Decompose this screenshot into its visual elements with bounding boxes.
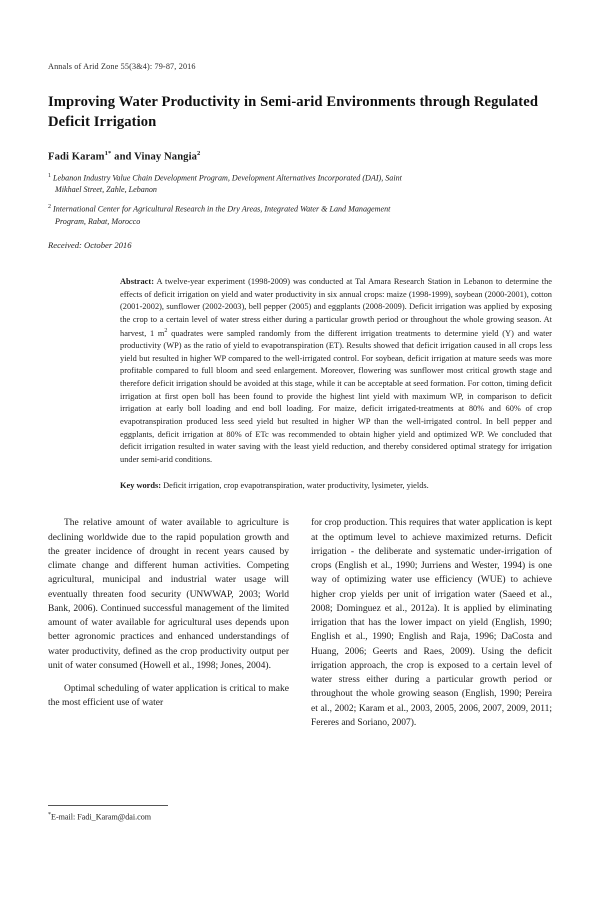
affiliation-2 bbox=[48, 203, 552, 228]
received-date: Received: October 2016 bbox=[48, 239, 132, 250]
footnote-divider bbox=[48, 805, 168, 806]
right-column bbox=[311, 516, 552, 739]
affiliation-2-line2: Program, Rabat, Morocco bbox=[55, 216, 141, 226]
page-title: Improving Water Productivity in Semi-arid Environments through Regulated Deficit Irrigation bbox=[48, 94, 539, 130]
abstract-body-1: A twelve-year experiment (1998-2009) was conducted at Tal Amara Research Station in Lebanon to determine the effects of deficit irrigation on yield and water productivity in six annual crops: maize (1998-1999), soybean (2000-2001), cotton (2001-2002), sunflower (2002-2003), bell pepper (2005) and eggplants (2008-2009). Deficit irrigation was applied by exposing the crop to a certain level of water stress either during a particular growth period or throughout the whole growing season. At harvest, 1 m bbox=[120, 276, 552, 338]
abstract-body-2: quadrates were sampled randomly from the different irrigation treatments to determine yield (Y) and water productivity (WP) as the ratio of yield to evapotranspiration (ET). Results showed that deficit irrigation caused in all crops less yield but resulted in higher WP compared to the well-irrigated control. For soybean, deficit irrigation at mature seeds was more profitable compared to full bloom and seed enlargement. Moreover, flowering was sunflower most critical growth stage and therefore deficit irrigation should be avoided at this stage, while it can be acceptable at seed formation. For cotton, timing deficit irrigation at first open boll has been found to provide the highest lint yield with maximum WP, in comparison to deficit irrigation at early boll loading and end boll loading. For maize, deficit irrigated-treatments at 80% and 60% of crop evapotranspiration produced less seed yield but resulted in higher WP than the well-irrigated control. In bell pepper and eggplants, deficit irrigation at 80% of ETc was recommended to obtain higher yield and optimized WP. We concluded that deficit irrigation resulted in water saving with the least yield reduction, and thereby considered optimal strategy for irrigation under semi-arid conditions. bbox=[120, 328, 553, 465]
abstract-superscript: 2 bbox=[164, 327, 168, 334]
author-one: Fadi Karam bbox=[48, 151, 105, 163]
affiliation-1-marker: 1 bbox=[48, 172, 51, 179]
footnote-email bbox=[48, 812, 328, 822]
affiliation-1 bbox=[48, 172, 552, 197]
author-two-affil-marker: 2 bbox=[197, 150, 201, 158]
journal-reference: Annals of Arid Zone 55(3&4): 79-87, 2016 bbox=[48, 62, 196, 71]
affiliation-1-line2: Mikhael Street, Zahle, Lebanon bbox=[55, 185, 157, 195]
body-columns bbox=[48, 516, 552, 739]
author-conjunction: and Vinay Nangia bbox=[111, 151, 198, 163]
footnote-text: E-mail: Fadi_Karam@dai.com bbox=[51, 813, 152, 822]
paragraph-intro-3: for crop production. This requires that water application is kept at the optimum level to achieve maximized returns. Deficit irrigation - the deliberate and systematic under-irrigation of crops (English et al., 1990; Jurriens and Wester, 1994) is one way of optimizing water use efficiency (WUE) to achieve higher crop yields per unit of irrigation water (Saeed et al., 2008; Dominguez et al., 2012a). It is applied by eliminating irrigation that has the lower impact on yield (English, 1990; English et al., 1990; English and Raja, 1996; DaCosta and Huang, 2006; Geerts and Raes, 2009). Using the deficit irrigation approach, the crop is exposed to a certain level of water stress either during a particular growth period or throughout the whole growing season (English, 1990; Pereira et al., 2002; Karam et al., 2003, 2005, 2006, 2007, 2009, 2011; Fereres and Soriano, 2007). bbox=[311, 518, 552, 728]
abstract-label: Abstract: bbox=[120, 276, 155, 286]
footnote-marker: * bbox=[48, 812, 51, 819]
paper-content bbox=[48, 62, 552, 739]
keywords-text: Deficit irrigation, crop evapotranspiration, water productivity, lysimeter, yields. bbox=[161, 480, 429, 490]
author-list bbox=[48, 150, 552, 163]
abstract-text bbox=[120, 276, 552, 467]
affiliation-2-line1: International Center for Agricultural Research in the Dry Areas, Integrated Water & Land Management bbox=[53, 204, 391, 214]
keywords-label: Key words: bbox=[120, 480, 162, 490]
paragraph-intro-2: Optimal scheduling of water application is critical to make the most efficient use of water bbox=[48, 684, 289, 709]
keywords bbox=[120, 480, 552, 493]
paragraph-intro-1: The relative amount of water available to agriculture is declining worldwide due to the rapid population growth and the greater incidence of drought in recent years caused by climate change and different human activities. Competing agricultural, municipal and industrial water usage will eventually threaten food security (UNWWAP, 2003; World Bank, 2006). Continued successful management of the limited amount of water available for agricultural uses depends upon better agronomic practices and enhanced understandings of water productivity, defined as the crop productivity output per unit of water consumed (Howell et al., 1998; Jones, 2004). bbox=[48, 518, 289, 671]
affiliation-2-marker: 2 bbox=[48, 204, 51, 211]
affiliation-1-line1: Lebanon Industry Value Chain Development Program, Development Alternatives Incorporated (DAI), Saint bbox=[53, 173, 402, 183]
left-column bbox=[48, 516, 289, 739]
abstract-block bbox=[120, 276, 552, 493]
author-one-affil-marker: 1* bbox=[104, 150, 112, 158]
